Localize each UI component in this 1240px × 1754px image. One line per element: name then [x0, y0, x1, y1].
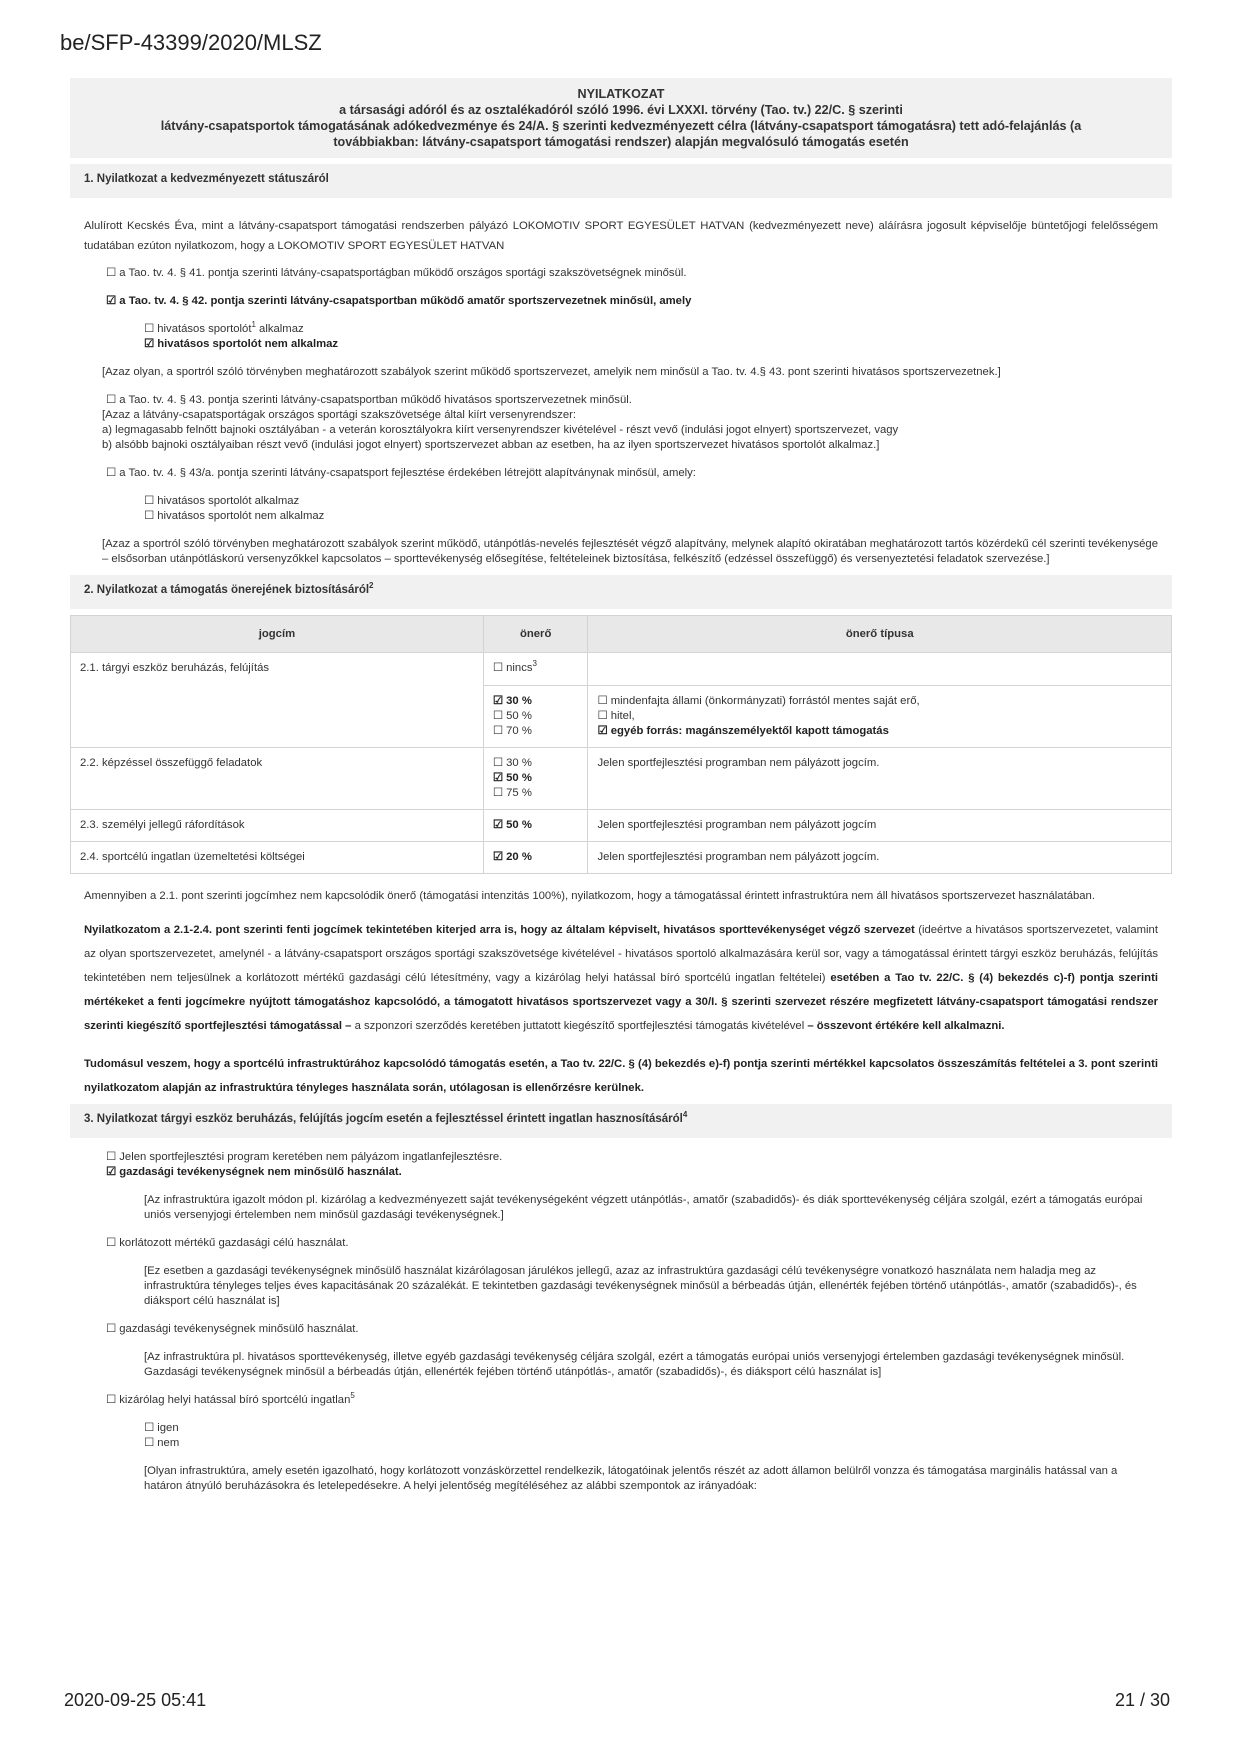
table-cell: 2.1. tárgyi eszköz beruházás, felújítás: [71, 653, 484, 748]
table-cell: [483, 686, 588, 748]
table-row: [71, 810, 1172, 842]
option-text: ☐ kizárólag helyi hatással bíró sportcélú ingatlan: [106, 1394, 351, 1406]
note-amateur: [Azaz olyan, a sportról szóló törvényben meghatározott szabályok szerint működő sportszervezet, amelyik nem minősül a Tao. tv. 4.§ 43. pont szerinti hivatásos sportszervezetnek.]: [102, 366, 1001, 378]
option-national-federation: ☐ a Tao. tv. 4. § 41. pontja szerinti látvány-csapatsportágban működő országos sportági szakszövetségnek minősül.: [106, 267, 687, 279]
pct-option: ☑ 30 %: [492, 695, 532, 707]
option-limited-economic: ☐ korlátozott mértékű gazdasági célú használat.: [106, 1237, 349, 1249]
column-header: jogcím: [71, 616, 484, 653]
pct-option: ☐ 50 %: [492, 710, 532, 722]
table-cell: Jelen sportfejlesztési programban nem pályázott jogcím: [588, 810, 1172, 842]
footer-datetime: 2020-09-25 05:41: [64, 1690, 207, 1710]
option-economic: ☐ gazdasági tevékenységnek minősülő használat.: [106, 1323, 359, 1335]
section-2-heading: [70, 575, 1172, 609]
option-no-property: ☐ Jelen sportfejlesztési program keretében nem pályázom ingatlanfejlesztésre.: [106, 1151, 503, 1163]
option-amateur-org: ☑ a Tao. tv. 4. § 42. pontja szerinti látvány-csapatsportban működő amatőr sportszervezetnek minősül, amely: [106, 295, 692, 307]
statement-text: (ideértve a hivatásos sportszervezetet, valamint az olyan sportszervezetet, amelynél - a látvány-csapatsport országos sportági szakszövetsége kivételével - hivatásos sportoló alkalmazására kerül sor, vagy a támogatással érintett tárgyi eszköz beruházás, felújítás tekintetében nem teljesülnek a korlátozott mértékű gazdasági célú létesítmény, vagy a kizárólag helyi hatással bíró sportcélú ingatlan feltételei): [84, 924, 1158, 984]
option-text: alkalmaz: [255, 323, 304, 335]
column-header: önerő: [483, 616, 588, 653]
section-1-heading: 1. Nyilatkozat a kedvezményezett státuszáról: [70, 164, 1172, 198]
table-cell: [483, 653, 588, 686]
pct-option: ☐ 70 %: [492, 725, 532, 737]
option-foundation-no-pro: ☐ hivatásos sportolót nem alkalmaz: [144, 510, 325, 522]
document-id: be/SFP-43399/2020/MLSZ: [60, 30, 322, 55]
note-economic: [Az infrastruktúra pl. hivatásos sporttevékenység, illetve egyéb gazdasági tevékenység céljára szolgál, ezért a támogatás európai uniós versenyjogi értelemben gazdasági tevékenységnek minősül. Gazdasági tevékenységnek minősül a bérbeadás útján, ellenérték fejében történő utánpótlás-, amatőr (szabadidős)-, és diáksport célú használat is]: [144, 1351, 1125, 1378]
pct-option: ☐ 75 %: [492, 787, 532, 799]
table-cell: [588, 686, 1172, 748]
acknowledgement-statement: Tudomásul veszem, hogy a sportcélú infrastruktúrához kapcsolódó támogatás esetén, a Tao tv. 22/C. § (4) bekezdés e)-f) pontja szerinti mértékkel kapcsolatos összeszámítás feltételei a 3. pont szerinti nyilatkozatom alapján az infrastruktúra tényleges használata során, utólagosan is ellenőrzésre kerülnek.: [84, 1058, 1158, 1094]
option-text: ☐ hivatásos sportolót: [144, 323, 252, 335]
contribution-statement: Amennyiben a 2.1. pont szerinti jogcímhez nem kapcsolódik önerő (támogatási intenzitás 100%), nyilatkozom, hogy a támogatással érintett infrastruktúra nem áll hivatásos sportszervezet használatában.: [84, 890, 1095, 902]
column-header: önerő típusa: [588, 616, 1172, 653]
footnote-ref: 2: [369, 581, 374, 591]
note-non-economic: [Az infrastruktúra igazolt módon pl. kizárólag a kedvezményezett saját tevékenységeként végzett utánpótlás-, amatőr (szabadidős)- és diák sporttevékenység céljára szolgál, ezért a támogatás európai uniós versenyjogi értelemben nem minősül gazdasági tevékenységnek.]: [144, 1194, 1143, 1221]
option-employs-pro: [70, 322, 1172, 337]
title-line: továbbiakban: látvány-csapatsport támogatási rendszer) alapján megvalósuló támogatás esetén: [333, 135, 909, 149]
footnote-ref: 1: [251, 320, 256, 330]
note-limited-economic: [Ez esetben a gazdasági tevékenységnek minősülő használat kizárólagosan járulékos jellegű, azaz az infrastruktúra gazdasági célú tevékenységre vonatkozó használata nem haladja meg az infrastruktúra tényleges teljes éves kapacitásának 20 százalékát. E tekintetben gazdasági tevékenységnek minősül a bérbeadás útján, ellenérték fejében történő utánpótlás-, amatőr (szabadidős)-, és diáksport célú használat is]: [144, 1265, 1137, 1307]
table-row: [71, 653, 1172, 686]
section-3-heading: [70, 1104, 1172, 1138]
pct-option: ☐ 30 %: [492, 757, 532, 769]
note-pro-line: [Azaz a látvány-csapatsportágak országos sportági szakszövetsége által kiírt versenyrendszer:: [102, 409, 577, 421]
option-foundation: ☐ a Tao. tv. 4. § 43/a. pontja szerinti látvány-csapatsport fejlesztése érdekében létrejött alapítványnak minősül, amely:: [106, 467, 696, 479]
option-text: ☐ nincs: [492, 662, 533, 674]
declaration-title-box: [70, 78, 1172, 158]
table-header-row: [71, 616, 1172, 653]
table-cell: 2.4. sportcélú ingatlan üzemeltetési költségei: [71, 842, 484, 874]
statement-text: Nyilatkozatom a 2.1-2.4. pont szerinti fenti jogcímek tekintetében kiterjed arra is, hogy az általam képviselt, hivatásos sporttevékenységet végző szervezet: [84, 924, 915, 936]
note-foundation: [Azaz a sportról szóló törvényben meghatározott szabályok szerint működő, utánpótlás-nevelés fejlesztését végző alapítvány, melynek alapító okiratában meghatározott tartós közérdekű cél szerinti tevékenysége – elsősorban utánpótláskorú versenyzőkkel kapcsolatos – sporttevékenység elősegítése, feltételeinek biztosítása, felkészítő (edzéssel összefüggő) és versenyeztetési feladatok szervezése.]: [102, 538, 1158, 565]
table-row: [71, 748, 1172, 810]
table-cell: [483, 748, 588, 810]
option-local-impact: [70, 1393, 1172, 1408]
heading-text: 3. Nyilatkozat tárgyi eszköz beruházás, felújítás jogcím esetén a fejlesztéssel érintett ingatlan hasznosításáról: [84, 1113, 683, 1125]
type-option: ☐ mindenfajta állami (önkormányzati) forrástól mentes saját erő,: [597, 695, 920, 707]
title-line: NYILATKOZAT: [577, 87, 665, 101]
option-no-pro: ☑ hivatásos sportolót nem alkalmaz: [144, 338, 339, 350]
footnote-ref: 4: [682, 1110, 688, 1120]
footnote-ref: 3: [532, 659, 537, 669]
pct-option: ☑ 50 %: [492, 772, 532, 784]
table-cell: 2.2. képzéssel összefüggő feladatok: [71, 748, 484, 810]
table-cell: Jelen sportfejlesztési programban nem pályázott jogcím.: [588, 748, 1172, 810]
section-1-intro: Alulírott Kecskés Éva, mint a látvány-csapatsport támogatási rendszerben pályázó LOKOMOTIV SPORT EGYESÜLET HATVAN (kedvezményezett neve) aláírásra jogosult képviselője büntetőjogi felelősségem tudatában ezúton nyilatkozom, hogy a LOKOMOTIV SPORT EGYESÜLET HATVAN: [84, 220, 1158, 252]
option-no: ☐ nem: [144, 1437, 180, 1449]
option-yes: ☐ igen: [144, 1422, 179, 1434]
statement-text: – összevont értékére kell alkalmazni.: [807, 1020, 1005, 1032]
statement-text: esetében a Tao tv. 22/C. § (4) bekezdés c)-f) pontja szerinti mértékeket a fenti jogcímekre nyújtott támogatáshoz kapcsolódó, a támogatott hivatásos sportszervezet vagy a 30/I. § szerinti szervezet részére megfizetett látvány-csapatsport támogatási rendszer szerinti kiegészítő sportfejlesztési támogatással –: [84, 972, 1158, 1032]
table-cell: Jelen sportfejlesztési programban nem pályázott jogcím.: [588, 842, 1172, 874]
contribution-extension-statement: [70, 918, 1172, 1038]
note-local-impact: [Olyan infrastruktúra, amely esetén igazolható, hogy korlátozott vonzáskörzettel rendelkezik, látogatóinak jelentős részét az adott államon belülről vonzza és támogatása marginális hatással van a határon átnyúló beruházásokra és letelepedésekre. A helyi jelentőség megítéléséhez az alábbi szempontok az irányadóak:: [144, 1465, 1118, 1492]
option-non-economic: ☑ gazdasági tevékenységnek nem minősülő használat.: [106, 1166, 402, 1178]
title-line: a társasági adóról és az osztalékadóról szóló 1996. évi LXXXI. törvény (Tao. tv.) 22/C. § szerinti: [339, 103, 903, 117]
footnote-ref: 5: [350, 1391, 355, 1401]
page-content: [70, 78, 1172, 1494]
option-pro-org: ☐ a Tao. tv. 4. § 43. pontja szerinti látvány-csapatsportban működő hivatásos sportszervezetnek minősül.: [106, 394, 632, 406]
statement-text: a szponzori szerződés keretében juttatott kiegészítő sportfejlesztési támogatás kivételével: [351, 1020, 808, 1032]
table-cell: ☑ 50 %: [483, 810, 588, 842]
type-option: ☑ egyéb forrás: magánszemélyektől kapott támogatás: [597, 725, 889, 737]
table-cell: 2.3. személyi jellegű ráfordítások: [71, 810, 484, 842]
table-cell: [588, 653, 1172, 686]
heading-text: 2. Nyilatkozat a támogatás önerejének biztosításáról: [84, 584, 370, 596]
note-pro-line: b) alsóbb bajnoki osztályaiban részt vevő (indulási jogot elnyert) sportszervezet abban az esetben, ha az ilyen sportszervezet hivatásos sportolót alkalmaz.]: [102, 439, 880, 451]
note-pro-line: a) legmagasabb felnőtt bajnoki osztályában - a veterán korosztályokra kiírt versenyrendszer kivételével - részt vevő (indulási jogot elnyert) sportszervezet, vagy: [102, 424, 899, 436]
table-row: [71, 842, 1172, 874]
footer-page-number: 21 / 30: [1114, 1690, 1170, 1710]
type-option: ☐ hitel,: [597, 710, 635, 722]
own-contribution-table: [70, 615, 1172, 874]
title-line: látvány-csapatsportok támogatásának adókedvezménye és 24/A. § szerinti kedvezményezett célra (látvány-csapatsport támogatásra) tett adó-felajánlás (a: [160, 119, 1082, 133]
option-foundation-pro: ☐ hivatásos sportolót alkalmaz: [144, 495, 300, 507]
table-cell: ☑ 20 %: [483, 842, 588, 874]
